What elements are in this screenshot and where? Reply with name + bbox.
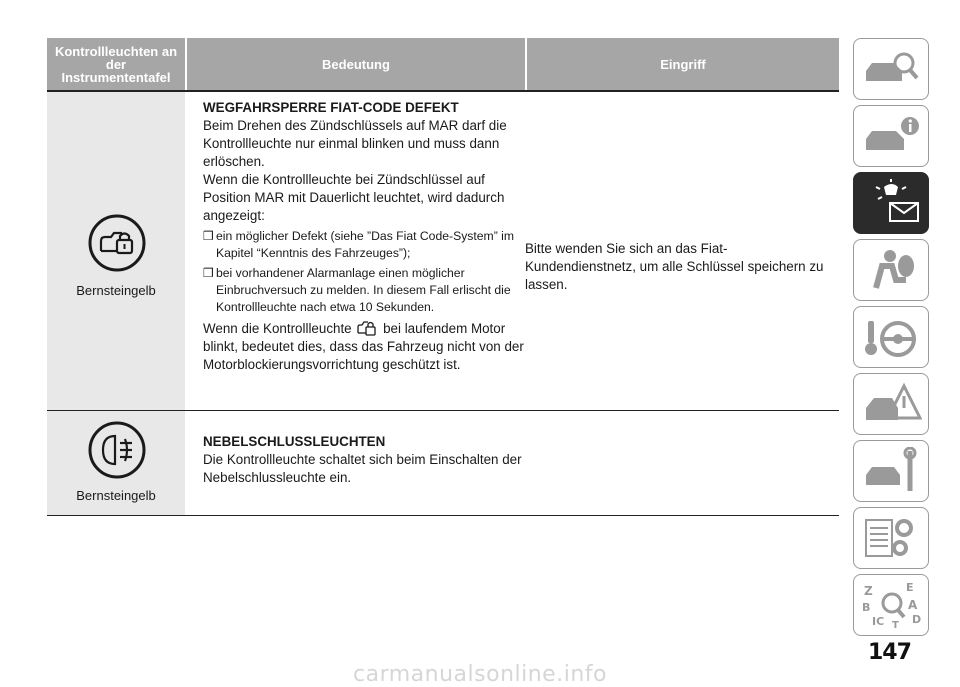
alphabet-index-search-icon [862, 581, 922, 629]
header-instrument-panel-lights [47, 38, 185, 90]
table-row [47, 92, 839, 411]
car-accident-warning-icon [862, 380, 922, 428]
tab-maintenance[interactable] [853, 440, 929, 502]
tab-safety[interactable] [853, 239, 929, 301]
list-item-text: ein möglicher Defekt (siehe ”Das Fiat Code-System” im Kapitel “Kenntnis des Fahrzeuges”); [216, 229, 515, 260]
header-col1-line3: Instrumententafel [61, 69, 171, 85]
color-label: Bernsteingelb [76, 283, 156, 298]
tab-emergency[interactable] [853, 373, 929, 435]
icon-cell [47, 411, 185, 515]
header-meaning: Bedeutung [187, 38, 525, 90]
svg-text:A: A [908, 598, 918, 612]
tab-car-info[interactable] [853, 105, 929, 167]
svg-text:B: B [862, 601, 871, 614]
car-service-tools-icon [862, 447, 922, 495]
tab-index[interactable] [853, 574, 929, 636]
meaning-text-after: bei laufendem Motor blinkt, bedeutet dies, dass das Fahrzeug nicht von der Motorblockierungsvorrichtung geschützt ist. [203, 321, 524, 372]
action-cell [525, 92, 837, 410]
list-item [203, 265, 525, 316]
tab-car-search[interactable] [853, 38, 929, 100]
checkbox-bullet-icon: ❒ [203, 229, 214, 243]
airbag-passenger-icon [862, 246, 922, 294]
key-steering-wheel-icon [862, 313, 922, 361]
header-col1-line2: der [105, 56, 127, 72]
rear-fog-light-icon [87, 420, 147, 480]
warning-light-message-icon [862, 179, 922, 227]
header-col1-line1: Kontrollleuchten an [54, 43, 178, 59]
svg-text:T: T [892, 620, 899, 629]
page-number: 147 [868, 640, 911, 665]
svg-text:IC: IC [872, 615, 885, 628]
icon-cell [47, 92, 185, 410]
meaning-text: Beim Drehen des Zündschlüssels auf MAR darf die Kontrollleuchte nur einmal blinken und muss dann erlöschen. [203, 118, 507, 169]
tab-warning-lights[interactable] [853, 172, 929, 234]
svg-text:Z: Z [864, 584, 873, 598]
tab-technical-data[interactable] [853, 507, 929, 569]
list-item-text: bei vorhandener Alarmanlage einen möglicher Einbruchversuch zu melden. In diesem Fall erlischt die Kontrollleuchte nach etwa 10 Sekunden. [216, 266, 511, 314]
meaning-text-before: Wenn die Kontrollleuchte [203, 321, 352, 336]
action-cell [525, 411, 837, 515]
meaning-text: Wenn die Kontrollleuchte bei Zündschlüssel auf Position MAR mit Dauerlicht leuchtet, wird dadurch angezeigt: [203, 172, 505, 223]
meaning-text: Die Kontrollleuchte schaltet sich beim Einschalten der Nebelschlussleuchte ein. [203, 452, 522, 485]
meaning-text [203, 319, 525, 374]
header-action: Eingriff [527, 38, 839, 90]
table-header [47, 38, 839, 92]
car-info-icon [862, 112, 922, 160]
immobilizer-lock-icon [87, 213, 147, 273]
warning-lights-table [47, 38, 839, 516]
svg-text:D: D [912, 613, 922, 626]
checkbox-bullet-icon: ❒ [203, 266, 214, 280]
list-item [203, 228, 525, 262]
color-label: Bernsteingelb [76, 488, 156, 503]
svg-text:E: E [906, 581, 914, 594]
immobilizer-lock-icon [356, 319, 378, 337]
warning-title: NEBELSCHLUSSLEUCHTEN [203, 434, 386, 449]
table-row [47, 411, 839, 516]
watermark: carmanualsonline.info [353, 662, 607, 687]
list-gears-icon [862, 514, 922, 562]
action-text: Bitte wenden Sie sich an das Fiat-Kundendienstnetz, um alle Schlüssel speichern zu lassen. [525, 241, 824, 292]
tab-starting-driving[interactable] [853, 306, 929, 368]
car-search-icon [862, 45, 922, 93]
meaning-cell [185, 92, 525, 410]
warning-title: WEGFAHRSPERRE FIAT-CODE DEFEKT [203, 100, 459, 115]
meaning-cell [185, 411, 525, 515]
